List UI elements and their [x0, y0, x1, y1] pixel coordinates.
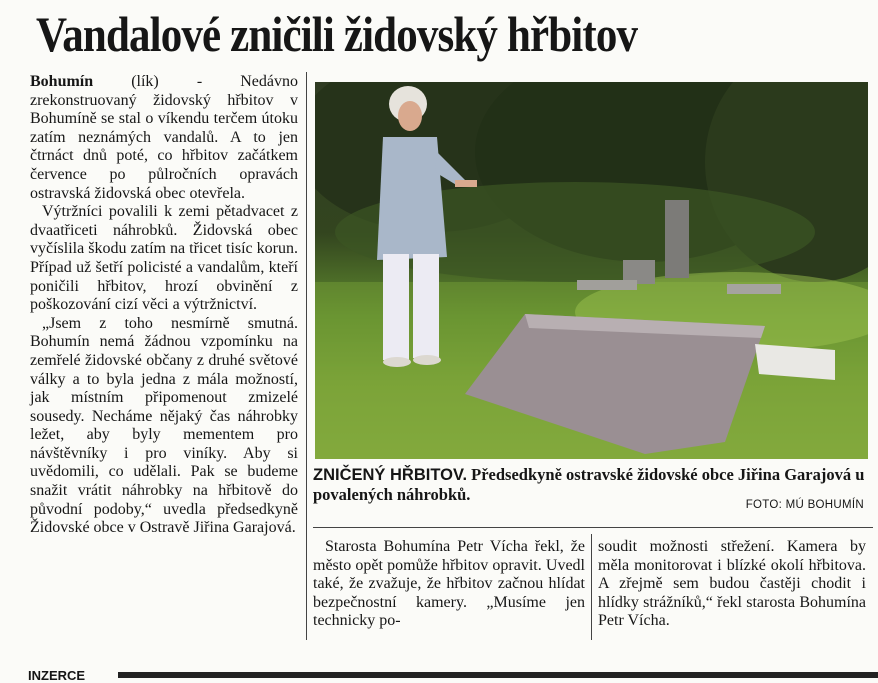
advertisement-tag: INZERCE	[28, 668, 86, 683]
dateline: Bohumín	[30, 73, 94, 90]
article-paragraph: Starosta Bohumína Petr Vícha řekl, že město opět pomůže hřbitov opravit. Uvedl také, že zvažuje, že hřbitov začnou hlídat bezpečnostní kamery. „Musíme jen technicky po-	[313, 538, 585, 630]
caption-text: Předsedkyně ostravské židovské obce Jiřina Garajová u povalených náhrobků.	[313, 465, 865, 504]
advertisement-bar	[118, 672, 878, 678]
column-divider	[306, 72, 307, 640]
article-paragraph: Výtržníci povalili k zemi pětadvacet z dvaatřiceti náhrobků. Židovská obec vyčíslila škodu zatím na třicet tisíc korun. Případ už šetří policisté a vandalům, kteří poničili hřbitov, hrozí obvinění z poškozování cizí věci a výtržnictví.	[30, 203, 298, 314]
caption-divider	[313, 527, 873, 528]
article-column-2	[313, 538, 585, 631]
headline: Vandalové zničili židovský hřbitov	[36, 6, 638, 62]
column-divider	[591, 534, 592, 640]
cemetery-photo	[315, 82, 868, 459]
article-column-3	[598, 538, 866, 631]
article-paragraph	[30, 73, 298, 203]
caption-title: ZNIČENÝ HŘBITOV.	[313, 466, 468, 484]
article-paragraph: soudit možnosti střežení. Kamera by měla monitorovat i blízké okolí hřbitova. A zřejmě sem budou častěji chodit i hlídky strážníků,“ řekl starosta Bohumína Petr Vícha.	[598, 538, 866, 630]
article-column-1	[30, 73, 298, 538]
article-paragraph: „Jsem z toho nesmírně smutná. Bohumín nemá žádnou vzpomínku na zemřelé židovské občany z druhé světové války a to byla jedna z mála možností, jak místním připomenout zmizelé sousedy. Necháme nějaký čas náhrobky ležet, aby byly mementem pro návštěvníky i pro viníky. Aby si uvědomili, co udělali. Pak se budeme snažit vrátit náhrobky na hřbitově do původní podoby,“ uvedla předsedkyně Židovské obce v Ostravě Jiřina Garajová.	[30, 314, 298, 537]
paragraph-text: Nedávno zrekonstruovaný židovský hřbitov v Bohumíně se stal o víkendu terčem útoku zatím neznámých vandalů. A to jen čtrnáct dnů poté, co hřbitov začátkem července po půlročních opravách ostravská židovská obec otevřela.	[30, 73, 298, 202]
photo-credit: FOTO: MÚ BOHUMÍN	[745, 499, 864, 511]
byline: (lík) -	[93, 73, 241, 90]
